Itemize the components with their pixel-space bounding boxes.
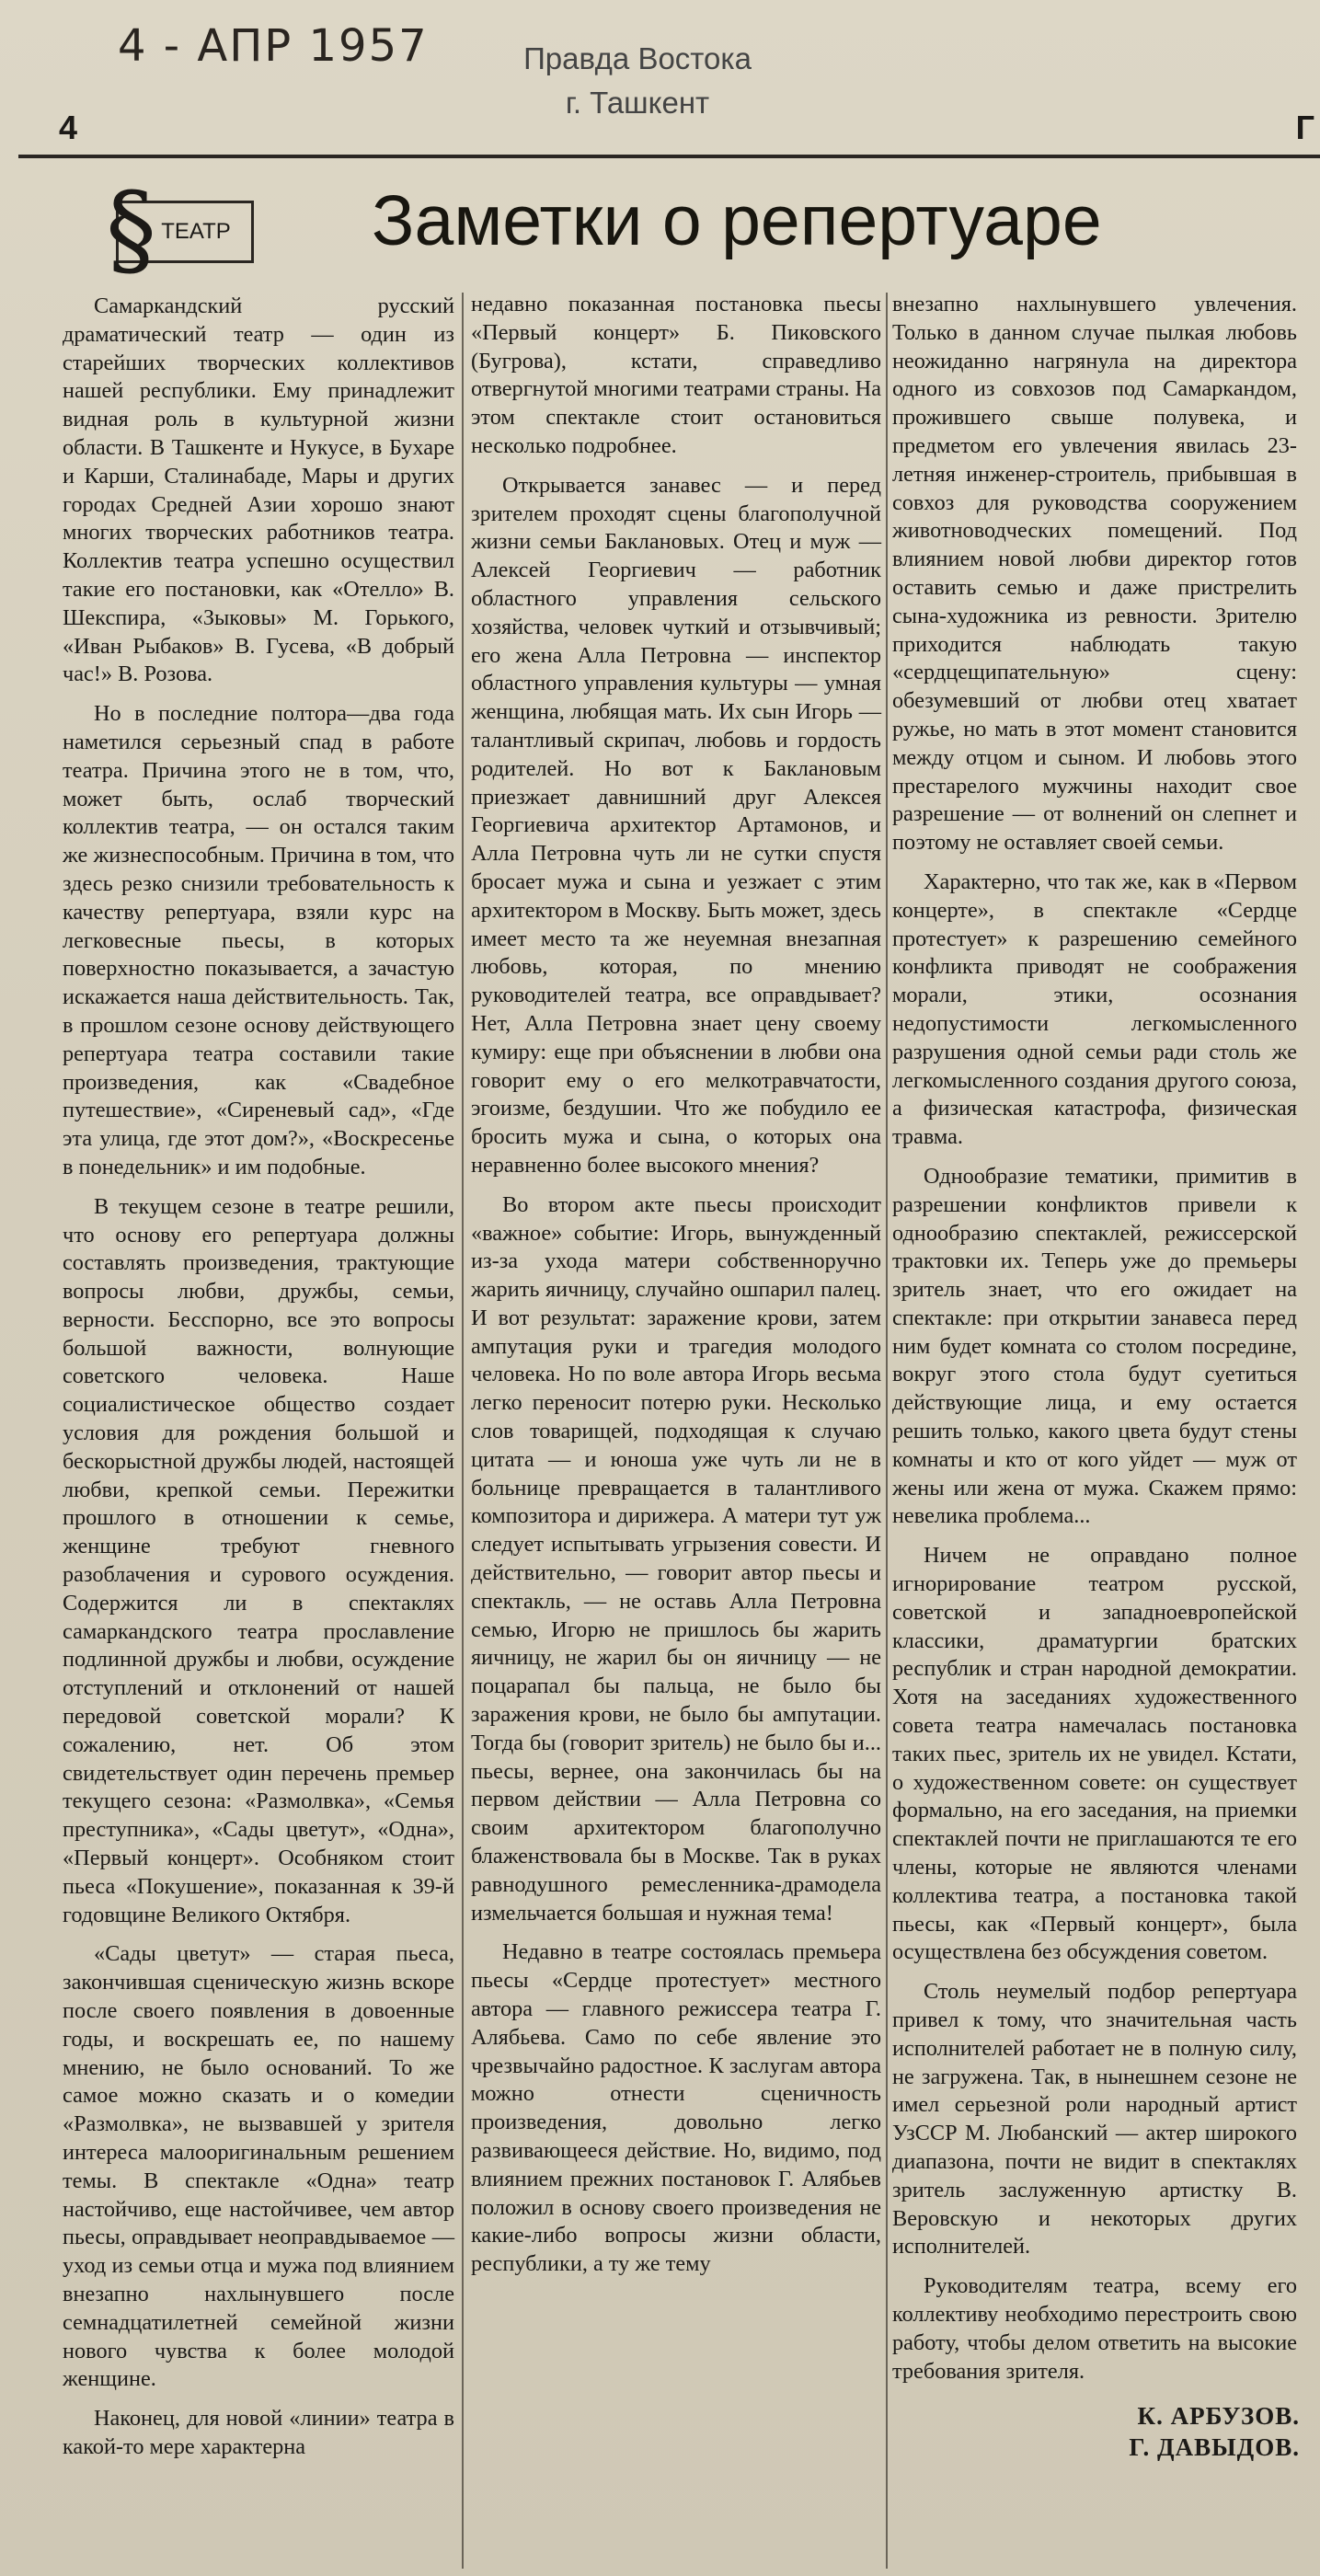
paragraph: Столь неумелый подбор репертуара привел к тому, что значительная часть исполнителей работает не в полную силу, не загружена. Так, в нынешнем сезоне не имел серьезной роли народный артист УзССР М. Любанский — актер широкого диапазона, почти не видит в спектаклях зритель заслуженную артистку В. Веровскую и некоторых других исполнителей. bbox=[892, 1979, 1297, 2260]
page-number: 4 bbox=[59, 109, 78, 146]
paragraph: Но в последние полтора—два года наметился серьезный спад в работе театра. Причина этого не в том, что, может быть, ослаб творческий коллектив театра, — он остался таким же жизнеспособным. Причина в том, что здесь резко снизили требовательность к качеству репертуара, взяли курс на легковесные пьесы, в которых поверхностно показывается, а зачастую искажается наша действительность. Так, в прошлом сезоне основу действующего репертуара театра составили такие произведения, как «Свадебное путешествие», «Сиреневый сад», «Где эта улица, где этот дом?», «Воскресенье в понедельник» и им подобные. bbox=[63, 701, 454, 1179]
article-column-3 bbox=[892, 291, 1297, 2397]
column-divider bbox=[886, 293, 888, 2569]
rubric-label: ТЕАТР bbox=[161, 219, 231, 244]
paragraph: Открывается занавес — и перед зрителем проходят сцены благополучной жизни семьи Баклановых. Отец и муж — Алексей Георгиевич — работник областного управления сельского хозяйства, человек чуткий и отзывчивый; его жена Алла Петровна — инспектор областного управления культуры — умная женщина, любящая мать. Их сын Игорь — талантливый скрипач, любовь и гордость родителей. Но вот к Баклановым приезжает давнишний друг Алексея Георгиевича архитектор Артамонов, и Алла Петровна чуть ли не сутки спустя бросает мужа и сына и уезжает с этим архитектором в Москву. Быть может, здесь имеет место та же неуемная внезапная любовь, которая, по мнению руководителей театра, все оправдывает? Нет, Алла Петровна знает цену своему кумиру: еще при объяснении в любви она говорит ему о его мелкотравчатости, эгоизме, бездушии. Что же побудило ее бросить мужа и сына, о которых она неравненно более высокого мнения? bbox=[471, 472, 881, 1178]
header-divider bbox=[18, 155, 1320, 158]
author-name: Г. ДАВЫДОВ. bbox=[1129, 2433, 1300, 2462]
paragraph: Недавно в театре состоялась премьера пьесы «Сердце протестует» местного автора — главного режиссера театра Г. Алябьева. Само по себе явление это чрезвычайно радостное. К заслугам автора можно отнести сценичность произведения, довольно легко развивающееся действие. Но, видимо, под влиянием прежних постановок Г. Алябьев положил в основу своего произведения не какие-либо вопросы жизни области, республики, а ту же тему bbox=[471, 1939, 881, 2277]
article-signature bbox=[1061, 2400, 1300, 2463]
rubric-box bbox=[106, 170, 254, 288]
newspaper-name: Правда Востока bbox=[523, 41, 752, 75]
paragraph: Самаркандский русский драматический театр — один из старейших творческих коллективов нашей республики. Ему принадлежит видная роль в культурной жизни области. В Ташкенте и Нукусе, в Бухаре и Карши, Сталинабаде, Мары и других городах Средней Азии хорошо знают многих творческих работников театра. Коллектив театра успешно осуществил такие его постановки, как «Отелло» В. Шекспира, «Зыковы» М. Горького, «Иван Рыбаков» В. Гусева, «В добрый час!» В. Розова. bbox=[63, 293, 454, 687]
paragraph: Наконец, для новой «линии» театра в какой-то мере характерна bbox=[63, 2406, 454, 2459]
article-title: Заметки о репертуаре bbox=[372, 181, 1102, 260]
paragraph: недавно показанная постановка пьесы «Первый концерт» Б. Пиковского (Бугрова), кстати, справедливо отвергнутой многими театрами страны. На этом спектакле стоит остановиться несколько подробнее. bbox=[471, 292, 881, 458]
paragraph: Ничем не оправдано полное игнорирование театром русской, советской и западноевропейской классики, драматургии братских республик и стран народной демократии. Хотя на заседаниях художественного совета театра намечалась постановка таких пьес, зритель их не увидел. Кстати, о художественном совете: он существует формально, на его заседания, на приемки спектаклей почти не приглашаются те его члены, которые не являются членами коллектива театра, а постановка такой пьесы, как «Первый концерт», была осуществлена без обсуждения советом. bbox=[892, 1543, 1297, 1965]
paragraph: «Сады цветут» — старая пьеса, закончившая сценическую жизнь вскоре после своего появления в довоенные годы, и воскрешать ее, по нашему мнению, не было оснований. То же самое можно сказать и о комедии «Размолвка», не вызвавшей у зрителя интереса малооригинальным решением темы. В спектакле «Одна» театр настойчиво, еще настойчивее, чем автор пьесы, оправдывает неоправдываемое — уход из семьи отца и мужа под влиянием внезапно нахлынувшего после семнадцатилетней семейной жизни нового чувства к более молодой женщине. bbox=[63, 1941, 454, 2392]
newspaper-source-stamp bbox=[486, 37, 789, 125]
rubric-curl-icon: § bbox=[106, 170, 156, 288]
page-number-right-fragment: Г bbox=[1295, 109, 1314, 146]
archive-date-stamp: 4 - АПР 1957 bbox=[118, 20, 429, 72]
article-column-2 bbox=[471, 291, 881, 2290]
paragraph: Однообразие тематики, примитив в разрешении конфликтов привели к однообразию спектаклей, режиссерской трактовки их. Теперь уже до премьеры зритель знает, что его ожидает на спектакле: при открытии занавеса перед ним будет комната со столом посредине, вокруг этого стола будут суетиться действующие лица, и ему остается решить только, какого цвета будут стены комнаты и кто от кого уйдет — муж от жены или жена от мужа. Скажем прямо: невелика проблема... bbox=[892, 1163, 1297, 1529]
paragraph: Характерно, что так же, как в «Первом концерте», в спектакле «Сердце протестует» к разрешению семейного конфликта приводят не соображения морали, этики, осознания недопустимости легкомысленного разрушения одной семьи ради столь же легкомысленного создания другого союза, а физическая катастрофа, физическая травма. bbox=[892, 868, 1297, 1150]
paragraph: внезапно нахлынувшего увлечения. Только в данном случае пылкая любовь неожиданно нагрянула на директора одного из совхозов под Самаркандом, прожившего свыше полувека, и предметом его увлечения явилась 23-летняя инженер-строитель, прибывшая в совхоз для руководства сооружением животноводческих помещений. Под влиянием новой любви директор готов оставить семью и даже пристрелить сына-художника из ревности. Зрителю приходится наблюдать такую «сердцещипательную» сцену: обезумевший от любви отец хватает ружье, но мать в этот момент становится между отцом и сыном. И любовь этого престарелого мужчины находит свое разрешение — от волнений он слепнет и поэтому не оставляет своей семьи. bbox=[892, 292, 1297, 856]
newspaper-city: г. Ташкент bbox=[565, 86, 710, 120]
paragraph: В текущем сезоне в театре решили, что основу его репертуара должны составлять произведения, трактующие вопросы любви, дружбы, семьи, верности. Бесспорно, все это вопросы большой важности, волнующие советского человека. Наше социалистическое общество создает условия для рождения большой и бескорыстной дружбы людей, настоящей любви, крепкой семьи. Пережитки прошлого в отношении к семье, женщине требуют гневного разоблачения и сурового осуждения. Содержится ли в спектаклях самаркандского театра прославление подлинной дружбы и любви, осуждение отступлений и отклонений от нашей передовой советской морали? К сожалению, нет. Об этом свидетельствует один перечень премьер текущего сезона: «Размолвка», «Семья преступника», «Сады цветут», «Одна», «Первый концерт». Особняком стоит пьеса «Покушение», показанная к 39-й годовщине Великого Октября. bbox=[63, 1193, 454, 1927]
paragraph: Во втором акте пьесы происходит «важное» событие: Игорь, вынужденный из-за ухода матери собственноручно жарить яичницу, случайно ошпарил палец. И вот результат: заражение крови, затем ампутация руки и трагедия молодого человека. Но по воле автора Игорь весьма легко переносит потерю руки. Несколько слов товарищей, подходящая к случаю цитата — и юноша уже чуть ли не в больнице превращается в талантливого композитора и дирижера. А матери тут уж следует испытывать угрызения совести. И действительно, — говорит автор пьесы и спектакль, — не оставь Алла Петровна семью, Игорю не пришлось бы жарить яичницу, не жарил бы он яичницу — не поцарапал бы пальца, не было бы заражения крови, не было бы ампутации. Тогда бы (говорит зритель) не было бы и... пьесы, вернее, она закончилась бы на первом действии — Алла Петровна со своим архитектором благополучно блаженствовала бы в Москве. Так в руках равнодушного ремесленника-драмодела измельчается большая и нужная тема! bbox=[471, 1191, 881, 1926]
author-name: К. АРБУЗОВ. bbox=[1137, 2402, 1300, 2431]
article-column-1 bbox=[63, 293, 454, 2473]
paragraph: Руководителям театра, всему его коллективу необходимо перестроить свою работу, чтобы делом ответить на высокие требования зрителя. bbox=[892, 2273, 1297, 2384]
column-divider bbox=[462, 293, 464, 2569]
